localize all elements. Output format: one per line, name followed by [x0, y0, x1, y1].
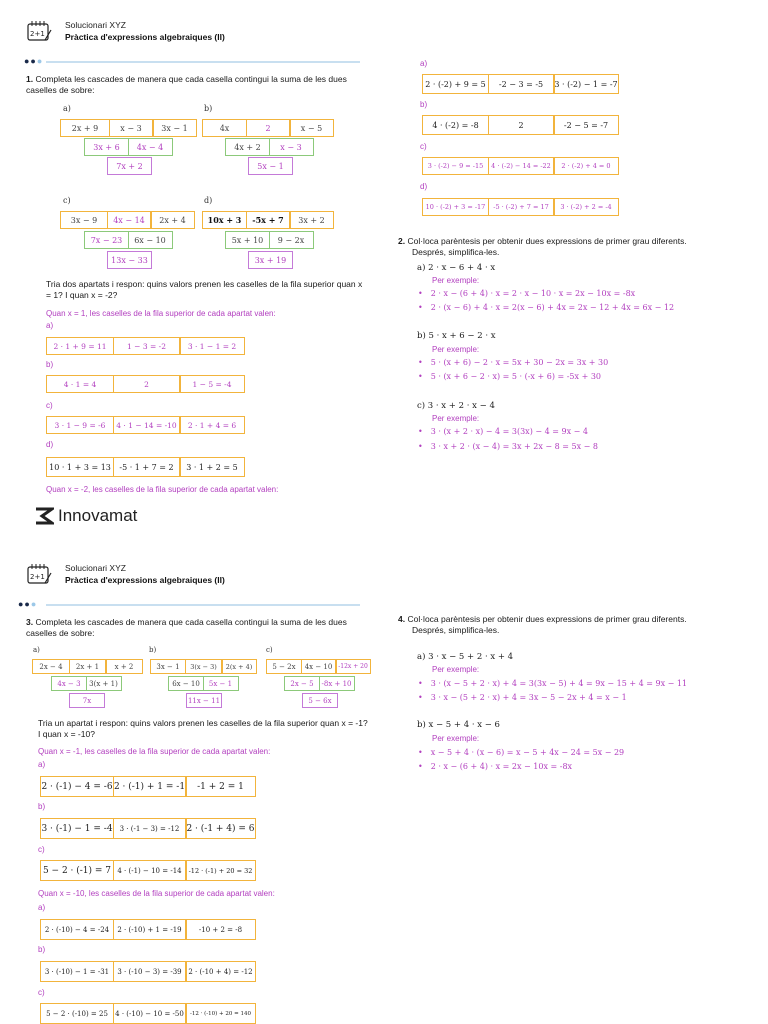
- q3-pyr-b-row1: 3x − 1 3(x − 3) 2(x + 4): [150, 659, 256, 674]
- q1-xneg2-answer-d: 10 · (-2) + 3 = -17 -5 · (-2) + 7 = 17 3 · (-2) + 2 = -4: [422, 198, 618, 216]
- pyr-a-label: a): [63, 104, 71, 113]
- q3-pyr-a-row3: 7x: [69, 693, 104, 708]
- pyr-b-row3: 5x − 1: [248, 157, 292, 175]
- pyr-c-label: c): [63, 196, 71, 205]
- q1-statement: 1. Completa les cascades de manera que cada casella contingui la suma de les dues caselles de sobre:: [26, 74, 347, 95]
- q3-answer-b-xneg10: 3 · (-10) − 1 = -31 3 · (-10 − 3) = -39 2 · (-10 + 4) = -12: [40, 961, 255, 982]
- q3-pyr-b-row3: 11x − 11: [186, 693, 221, 708]
- pyr-d-row2: 5x + 10 9 − 2x: [225, 231, 312, 249]
- pyr-c-row1: 3x − 9 4x − 14 2x + 4: [60, 211, 194, 229]
- q2a-answer-1: • 2 · x − (6 + 4) · x = 2 · x − 10 · x = 2x − 10x = -8x: [418, 289, 635, 298]
- q4-statement: 4. Col·loca parèntesis per obtenir dues expressions de primer grau diferents. Després, simplifica-les.: [398, 614, 687, 635]
- q1-xneg2-answer-a: 2 · (-2) + 9 = 5 -2 − 3 = -5 3 · (-2) − 1 = -7: [422, 74, 618, 94]
- q3-pyr-c-row3: 5 − 6x: [302, 693, 337, 708]
- innovamat-logo-icon: [34, 506, 54, 526]
- q1-answer-d: 10 · 1 + 3 = 13 -5 · 1 + 7 = 2 3 · 1 + 2 = 5: [46, 457, 244, 477]
- q1-xneg2-answer-c: 3 · (-2) − 9 = -15 4 · (-2) − 14 = -22 2 · (-2) + 4 = 0: [422, 157, 618, 175]
- header-title: Solucionari XYZ: [65, 20, 126, 30]
- q1-xneg2-answer-b: 4 · (-2) = -8 2 -2 − 5 = -7: [422, 115, 618, 135]
- q2b-expression: b) 5 · x + 6 − 2 · x: [417, 331, 496, 341]
- q2c-answer-1: • 3 · (x + 2 · x) − 4 = 3(3x) − 4 = 9x − 4: [418, 427, 588, 436]
- pyr-b-row2: 4x + 2 x − 3: [225, 138, 312, 156]
- pyr-a-row3: 7x + 2: [107, 157, 151, 175]
- q1-question: Tria dos apartats i respon: quins valors prenen les caselles de la fila superior quan x = 1? I quan x = -2?: [46, 279, 363, 300]
- q3-pyr-c-row1: 5 − 2x 4x − 10 -12x + 20: [266, 659, 370, 674]
- q1-answer-b: 4 · 1 = 4 2 1 − 5 = -4: [46, 375, 244, 393]
- q3-statement: 3. Completa les cascades de manera que cada casella contingui la suma de les dues caselles de sobre:: [26, 617, 347, 638]
- q3-answer-a: 2 · (-1) − 4 = -6 2 · (-1) + 1 = -1 -1 + 2 = 1: [40, 776, 255, 797]
- pyr-c-row3: 13x − 33: [107, 251, 151, 269]
- q2b-answer-1: • 5 · (x + 6) − 2 · x = 5x + 30 − 2x = 3x + 30: [418, 358, 608, 367]
- q3-answer-c-xneg10: 5 − 2 · (-10) = 25 4 · (-10) − 10 = -50 -12 · (-10) + 20 = 140: [40, 1003, 255, 1024]
- q4b-expression: b) x − 5 + 4 · x − 6: [417, 720, 500, 730]
- q3-answer-c: 5 − 2 · (-1) = 7 4 · (-1) − 10 = -14 -12 · (-1) + 20 = 32: [40, 860, 255, 881]
- section-dots: ●●●: [24, 56, 44, 66]
- q4b-answer-1: • x − 5 + 4 · (x − 6) = x − 5 + 4x − 24 = 5x − 29: [418, 748, 624, 757]
- q3-pyr-a-row2: 4x − 3 3(x + 1): [51, 676, 120, 691]
- innovamat-logo: Innovamat: [58, 506, 138, 525]
- q3-pyr-c-row2: 2x − 5 -8x + 10: [284, 676, 353, 691]
- pyr-a-row2: 3x + 6 4x − 4: [84, 138, 171, 156]
- q3-answer-intro2: Quan x = -10, les caselles de la fila superior de cada apartat valen:: [38, 889, 275, 898]
- q1-answer-intro2: Quan x = -2, les caselles de la fila superior de cada apartat valen:: [46, 485, 279, 494]
- q1-answer-c: 3 · 1 − 9 = -6 4 · 1 − 14 = -10 2 · 1 + 4 = 6: [46, 416, 244, 434]
- q3-pyr-a-row1: 2x − 4 2x + 1 x + 2: [32, 659, 142, 674]
- header-subtitle: Pràctica d'expressions algebraiques (II): [65, 575, 225, 585]
- section-rule: [46, 604, 360, 606]
- header-subtitle: Pràctica d'expressions algebraiques (II): [65, 32, 225, 42]
- q4a-expression: a) 3 · x − 5 + 2 · x + 4: [417, 652, 514, 662]
- pyr-c-row2: 7x − 23 6x − 10: [84, 231, 171, 249]
- q3-answer-b: 3 · (-1) − 1 = -4 3 · (-1 − 3) = -12 2 · (-1 + 4) = 6: [40, 818, 255, 839]
- q2a-expression: a) 2 · x − 6 + 4 · x: [417, 263, 496, 273]
- calendar-icon: [26, 563, 52, 585]
- q2c-answer-2: • 3 · x + 2 · (x − 4) = 3x + 2x − 8 = 5x − 8: [418, 442, 598, 451]
- q2c-expression: c) 3 · x + 2 · x − 4: [417, 401, 495, 411]
- q2-statement: 2. Col·loca parèntesis per obtenir dues expressions de primer grau diferents. Després, simplifica-les.: [398, 236, 687, 257]
- section-rule: [46, 61, 360, 63]
- pyr-a-row1: 2x + 9 x − 3 3x − 1: [60, 119, 196, 137]
- q3-answer-intro: Quan x = -1, les caselles de la fila superior de cada apartat valen:: [38, 747, 271, 756]
- svg-text:2+1: 2+1: [30, 30, 45, 38]
- pyr-d-row3: 3x + 19: [248, 251, 292, 269]
- svg-text:2+1: 2+1: [30, 573, 45, 581]
- q1-answer-a: 2 · 1 + 9 = 11 1 − 3 = -2 3 · 1 − 1 = 2: [46, 337, 244, 355]
- q3-pyr-b-row2: 6x − 10 5x − 1: [168, 676, 237, 691]
- pyr-b-row1: 4x 2 x − 5: [202, 119, 333, 137]
- q3-question: Tria un apartat i respon: quins valors prenen les caselles de la fila superior quan x = -1? I quan x = -10?: [38, 718, 368, 739]
- q4a-answer-1: • 3 · (x − 5 + 2 · x) + 4 = 3(3x − 5) + 4 = 9x − 15 + 4 = 9x − 11: [418, 679, 687, 688]
- calendar-icon: [26, 20, 52, 42]
- pyr-d-row1: 10x + 3 -5x + 7 3x + 2: [202, 211, 333, 229]
- q1-answer-intro: Quan x = 1, les caselles de la fila superior de cada apartat valen:: [46, 309, 276, 318]
- q3-answer-a-xneg10: 2 · (-10) − 4 = -24 2 · (-10) + 1 = -19 -10 + 2 = -8: [40, 919, 255, 940]
- q2a-answer-2: • 2 · (x − 6) + 4 · x = 2(x − 6) + 4x = 2x − 12 + 4x = 6x − 12: [418, 303, 674, 312]
- q4b-answer-2: • 2 · x − (6 + 4) · x = 2x − 10x = -8x: [418, 762, 572, 771]
- q2b-answer-2: • 5 · (x + 6 − 2 · x) = 5 · (-x + 6) = -5x + 30: [418, 372, 601, 381]
- header-title: Solucionari XYZ: [65, 563, 126, 573]
- pyr-b-label: b): [204, 104, 213, 113]
- q4a-answer-2: • 3 · x − (5 + 2 · x) + 4 = 3x − 5 − 2x + 4 = x − 1: [418, 693, 627, 702]
- pyr-d-label: d): [204, 196, 213, 205]
- section-dots: ●●●: [18, 599, 38, 609]
